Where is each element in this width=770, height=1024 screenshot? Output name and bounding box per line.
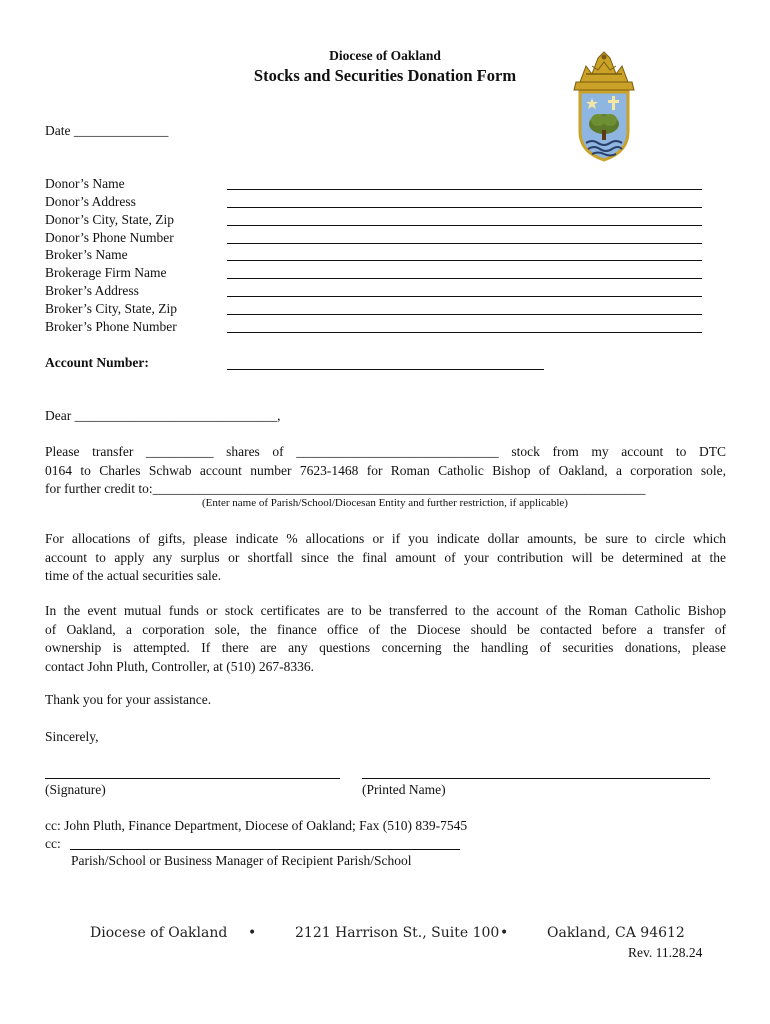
salutation: Dear ______________________________, xyxy=(45,408,281,423)
date-blank[interactable]: ______________ xyxy=(73,123,169,138)
footer-org: Diocese of Oakland xyxy=(90,925,228,941)
broker-address-line[interactable] xyxy=(227,296,702,297)
date-label: Date ______________ xyxy=(45,123,169,138)
donor-city-line[interactable] xyxy=(227,225,702,226)
transfer-line-2: 0164 to Charles Schwab account number 7623-1468 for Roman Catholic Bishop of Oakland, a corporation sole, xyxy=(45,462,726,478)
mutual-line-3: ownership is attempted. If there are any questions concerning the handling of securities donations, please xyxy=(45,640,726,655)
alloc-line-1: For allocations of gifts, please indicate % allocations or if you indicate dollar amounts, be sure to circle which xyxy=(45,531,726,546)
form-title: Stocks and Securities Donation Form xyxy=(253,66,517,85)
cc-line-2-prefix: cc: xyxy=(45,836,61,851)
transfer-line-1: Please transfer __________ shares of ______________________________ stock from my account to DTC xyxy=(45,444,726,459)
mutual-line-1: In the event mutual funds or stock certificates are to be transferred to the account of the Roman Catholic Bishop xyxy=(45,603,726,618)
diocese-crest-logo xyxy=(572,48,636,168)
mutual-funds-paragraph xyxy=(45,602,726,676)
printed-name-label: (Printed Name) xyxy=(362,782,446,797)
field-label-broker-name: Broker’s Name xyxy=(45,247,128,262)
field-label-brokerage-firm: Brokerage Firm Name xyxy=(45,265,167,280)
footer-bullet-2: • xyxy=(500,925,509,941)
broker-city-line[interactable] xyxy=(227,314,702,315)
footer-bullet-1: • xyxy=(248,925,257,941)
account-number-line[interactable] xyxy=(227,369,544,370)
field-label-donor-city: Donor’s City, State, Zip xyxy=(45,212,174,227)
footer-city: Oakland, CA 94612 xyxy=(547,925,685,941)
cc-recipient-line[interactable] xyxy=(70,849,460,850)
transfer-note: (Enter name of Parish/School/Diocesan Entity and further restriction, if applicable) xyxy=(202,497,568,509)
transfer-paragraph xyxy=(45,443,726,499)
donor-address-line[interactable] xyxy=(227,207,702,208)
field-label-broker-address: Broker’s Address xyxy=(45,283,139,298)
thanks-text: Thank you for your assistance. xyxy=(45,692,212,707)
alloc-line-3: time of the actual securities sale. xyxy=(45,568,222,583)
allocations-paragraph xyxy=(45,530,726,586)
organization-name: Diocese of Oakland xyxy=(329,48,441,63)
printed-name-line[interactable] xyxy=(362,778,710,779)
field-label-broker-city: Broker’s City, State, Zip xyxy=(45,301,177,316)
mutual-line-2: of Oakland, a corporation sole, the finance office of the Diocese should be contacted before a transfer of xyxy=(45,621,726,637)
donor-name-line[interactable] xyxy=(227,189,702,190)
footer-address: 2121 Harrison St., Suite 100 xyxy=(295,925,500,941)
revision-date: Rev. 11.28.24 xyxy=(628,945,703,960)
field-label-broker-phone: Broker’s Phone Number xyxy=(45,319,177,334)
donor-phone-line[interactable] xyxy=(227,243,702,244)
cc-line-3: Parish/School or Business Manager of Recipient Parish/School xyxy=(71,853,412,868)
cc-line-1: cc: John Pluth, Finance Department, Diocese of Oakland; Fax (510) 839-7545 xyxy=(45,818,468,833)
transfer-line-3: for further credit to:_________________________________________________________________________ xyxy=(45,481,646,496)
account-number-label: Account Number: xyxy=(45,355,149,370)
broker-name-line[interactable] xyxy=(227,260,702,261)
brokerage-firm-line[interactable] xyxy=(227,278,702,279)
alloc-line-2: account to apply any surplus or shortfall since the final amount of your contribution will be determined at the xyxy=(45,549,726,565)
field-label-donor-address: Donor’s Address xyxy=(45,194,136,209)
broker-phone-line[interactable] xyxy=(227,332,702,333)
signature-label: (Signature) xyxy=(45,782,106,797)
mutual-line-4: contact John Pluth, Controller, at (510) 267-8336. xyxy=(45,658,315,674)
field-label-donor-name: Donor’s Name xyxy=(45,176,125,191)
closing-text: Sincerely, xyxy=(45,729,99,744)
field-label-donor-phone: Donor’s Phone Number xyxy=(45,230,174,245)
signature-line[interactable] xyxy=(45,778,340,779)
